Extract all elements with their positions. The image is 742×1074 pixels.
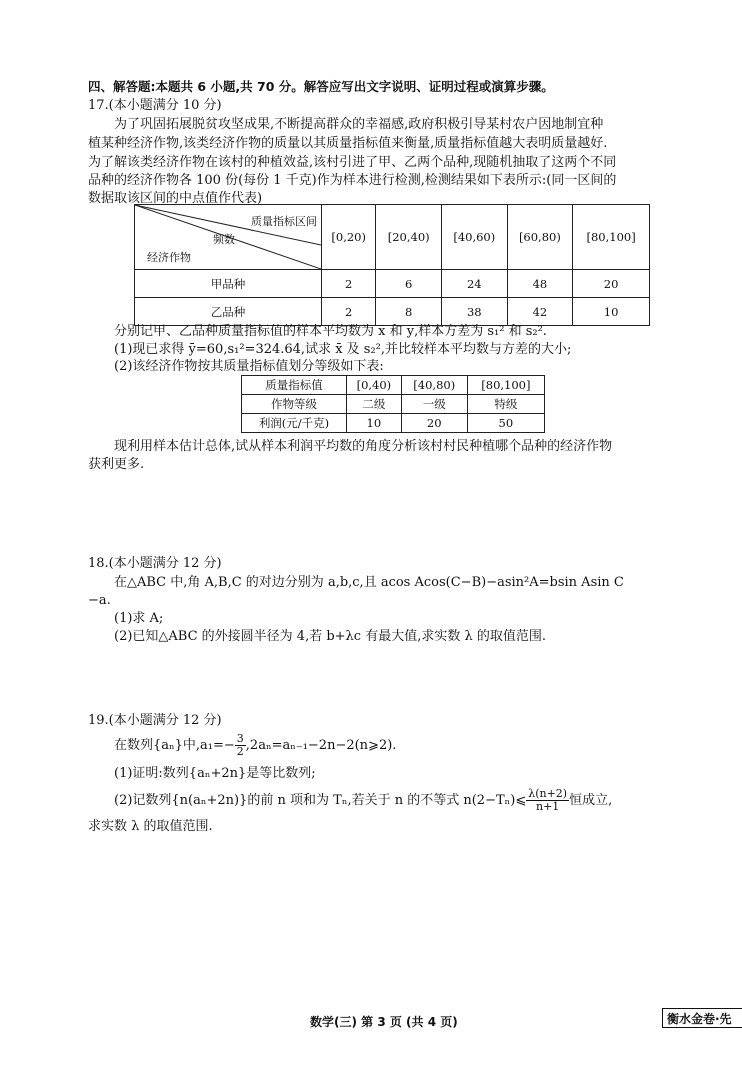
q17-paragraph: 现利用样本估计总体,试从样本利润平均数的角度分析该村村民种植哪个品种的经济作物 — [114, 439, 613, 454]
table-header: [80,100] — [467, 376, 544, 395]
q19-text: 恒成立, — [569, 793, 613, 808]
table-corner-cell — [135, 205, 322, 270]
table-row — [135, 270, 650, 298]
q18-paragraph: −a. — [88, 593, 111, 608]
table-row — [242, 395, 545, 414]
q18-paragraph: 在△ABC 中,角 A,B,C 的对边分别为 a,b,c,且 acos Acos(C−B)−asin²A=bsin Asin C — [114, 575, 624, 590]
q17-paragraph: 分别记甲、乙品种质量指标值的样本平均数为 x̄ 和 ȳ,样本方差为 s₁² 和 s₂². — [114, 324, 547, 339]
table-cell: 作物等级 — [242, 395, 347, 414]
q19-part2 — [114, 788, 612, 814]
q17-part1: (1)现已求得 ȳ=60,s₁²=324.64,试求 x̄ 及 s₂²,并比较样本平均数与方差的大小; — [114, 342, 572, 357]
fraction-denominator: 2 — [236, 745, 244, 758]
table-cell: 48 — [507, 270, 573, 298]
q19-text: (2)记数列{n(aₙ+2n)}的前 n 项和为 Tₙ,若关于 n 的不等式 n(2−Tₙ)⩽ — [114, 793, 527, 808]
q17-part2: (2)该经济作物按其质量指标值划分等级如下表: — [114, 359, 384, 374]
frequency-table — [134, 204, 650, 326]
table-cell: 2 — [322, 298, 376, 326]
q17-paragraph: 为了解该类经济作物在该村的种植效益,该村引进了甲、乙两个品种,现随机抽取了这两个不同 — [88, 155, 617, 170]
table-cell: 6 — [376, 270, 442, 298]
q17-paragraph: 为了巩固拓展脱贫攻坚成果,不断提高群众的幸福感,政府积极引导某村农户因地制宜种 — [114, 117, 604, 132]
q19-part1: (1)证明:数列{aₙ+2n}是等比数列; — [114, 766, 316, 781]
interval-header: [0,20) — [322, 205, 376, 270]
q17-paragraph: 获利更多. — [88, 457, 145, 472]
table-cell: 一级 — [401, 395, 467, 414]
q18-title: 18.(本小题满分 12 分) — [88, 556, 222, 571]
table-cell: 24 — [442, 270, 508, 298]
table-header: 质量指标值 — [242, 376, 347, 395]
q19-paragraph: 求实数 λ 的取值范围. — [88, 819, 213, 834]
table-cell: 50 — [467, 414, 544, 433]
table-cell: 38 — [442, 298, 508, 326]
q18-part1: (1)求 A; — [114, 611, 164, 626]
interval-header: [80,100] — [573, 205, 650, 270]
table-cell: 10 — [347, 414, 402, 433]
table-header: [40,80) — [401, 376, 467, 395]
interval-header: [40,60) — [442, 205, 508, 270]
table-cell: 2 — [322, 270, 376, 298]
interval-header: [20,40) — [376, 205, 442, 270]
table-cell: 利润(元/千克) — [242, 414, 347, 433]
interval-header: [60,80) — [507, 205, 573, 270]
fraction — [235, 733, 246, 758]
table-row — [242, 376, 545, 395]
q18-part2: (2)已知△ABC 的外接圆半径为 4,若 b+λc 有最大值,求实数 λ 的取值范围. — [114, 629, 546, 644]
q17-title: 17.(本小题满分 10 分) — [88, 98, 222, 113]
q19-paragraph — [114, 733, 396, 759]
q17-paragraph: 数据取该区间的中点值作代表) — [88, 191, 263, 206]
grade-table — [241, 375, 545, 433]
table-cell: 二级 — [347, 395, 402, 414]
table-cell: 10 — [573, 298, 650, 326]
table-cell: 20 — [401, 414, 467, 433]
corner-label-crop: 经济作物 — [147, 251, 191, 264]
corner-label-frequency: 频数 — [213, 233, 235, 246]
q17-paragraph: 植某种经济作物,该类经济作物的质量以其质量指标值来衡量,质量指标值越大表明质量越好. — [88, 136, 608, 151]
corner-label-interval: 质量指标区间 — [251, 215, 317, 228]
table-row — [135, 298, 650, 326]
page-footer: 数学(三) 第 3 页 (共 4 页) — [310, 1015, 458, 1029]
q19-text: ,2aₙ=aₙ₋₁−2n−2(n⩾2). — [245, 738, 397, 753]
q17-paragraph: 品种的经济作物各 100 份(每份 1 千克)作为样本进行检测,检测结果如下表所示:(同一区间的 — [88, 173, 617, 188]
row-label: 乙品种 — [135, 298, 322, 326]
table-cell: 8 — [376, 298, 442, 326]
fraction-numerator: λ(n+2) — [528, 787, 568, 800]
brand-label: 衡水金卷·先 — [662, 1008, 742, 1028]
table-row — [242, 414, 545, 433]
fraction-numerator: 3 — [236, 732, 244, 745]
q19-title: 19.(本小题满分 12 分) — [88, 713, 222, 728]
q19-text: 在数列{aₙ}中,a₁=− — [114, 738, 235, 753]
row-label: 甲品种 — [135, 270, 322, 298]
section-header: 四、解答题:本题共 6 小题,共 70 分。解答应写出文字说明、证明过程或演算步骤。 — [88, 79, 554, 94]
table-cell: 特级 — [467, 395, 544, 414]
table-cell: 20 — [573, 270, 650, 298]
fraction — [526, 788, 569, 813]
fraction-denominator: n+1 — [535, 800, 560, 813]
table-header: [0,40) — [347, 376, 402, 395]
table-cell: 42 — [507, 298, 573, 326]
